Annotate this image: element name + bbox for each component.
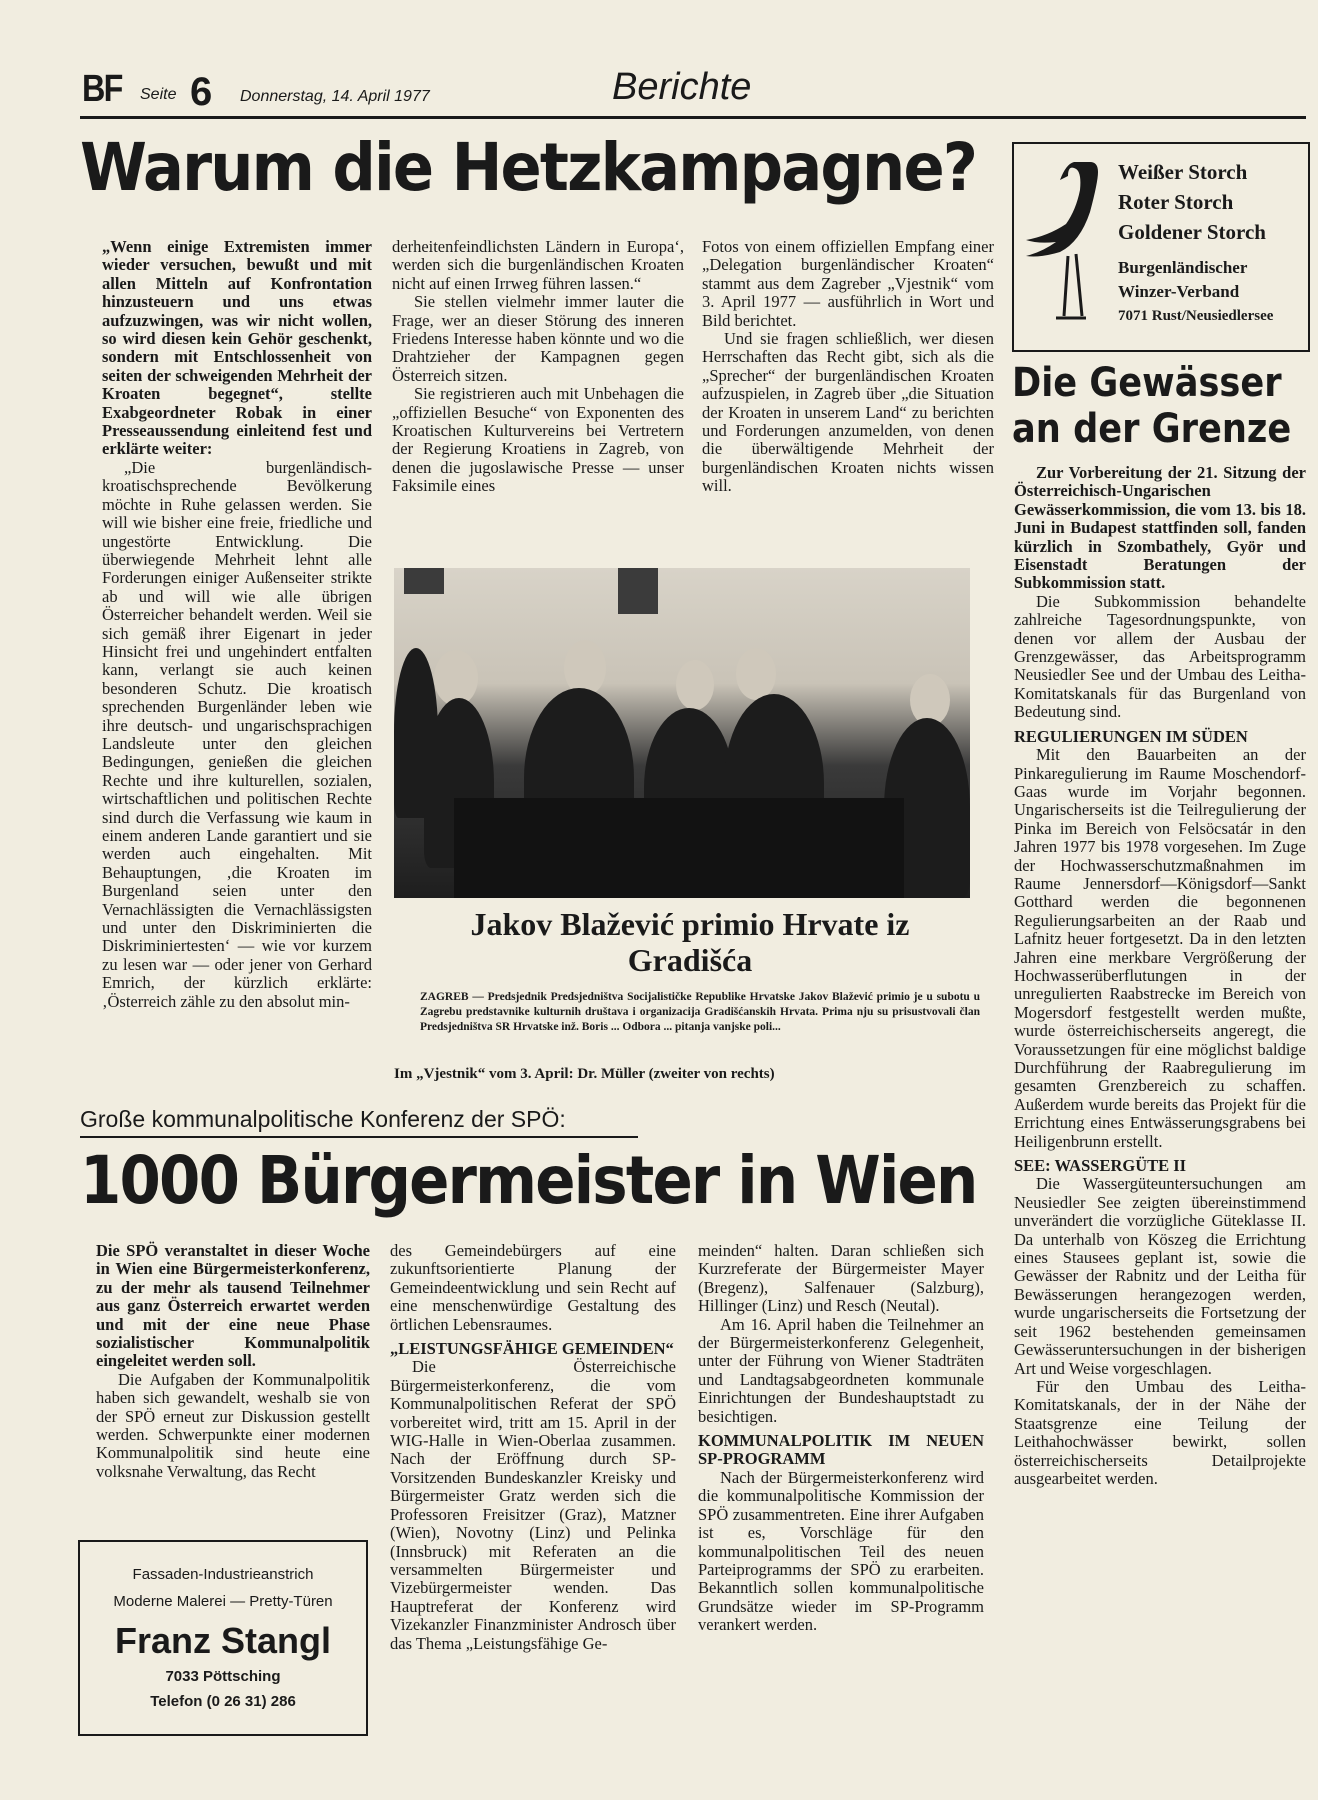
advertiser-address: 7071 Rust/Neusiedlersee bbox=[1118, 308, 1274, 324]
article-headline bbox=[1012, 360, 1291, 452]
page-label: Seite bbox=[140, 86, 177, 103]
newspaper-logo: BF bbox=[82, 68, 122, 110]
advertiser-name: Winzer-Verband bbox=[1118, 282, 1240, 301]
headline-line-2: an der Grenze bbox=[1012, 406, 1292, 452]
article-paragraph: Fotos von einem offiziellen Empfang einer „Delegation burgenländischer Kroaten“ stammt aus dem Zagreber „Vjestnik“ vom 3. April 1977 — ausführlich in Wort und Bild berichtet. bbox=[702, 237, 994, 330]
article-lead: Zur Vorbereitung der 21. Sitzung der Österreichisch-Ungarischen Gewässerkommission, die vom 13. bis 18. Juni in Budapest stattfinden soll, fanden kürzlich in Szombathely, Györ und Eisenstadt Beratungen der Subkommission statt. bbox=[1014, 463, 1306, 593]
article-lead: Die SPÖ veranstaltet in dieser Woche in Wien eine Bürgermeisterkonferenz, zu der mehr als tausend Teilnehmer aus ganz Österreich erwartet werden und mit der eine neue Phase sozialistischer Kommunalpolitik eingeleitet werden soll. bbox=[96, 1241, 370, 1371]
issue-date: Donnerstag, 14. April 1977 bbox=[240, 88, 430, 105]
article-paragraph: „Die burgenländisch-kroatischsprechende Bevölkerung möchte in Ruhe gelassen werden. Sie will wie bisher eine freie, friedliche und ungestörte Entwicklung. Die überwiegende Mehrheit lehnt alle Forderungen einiger Außenseiter strikte ab und will wie alle übrigen Österreicher behandelt werden. Weil sie sich gemäß ihrer Eigenart in jeder Hinsicht frei und ungehindert entfalten kann, verlangt sie auch keinen besonderen Schutz. Die kroatisch sprechenden Burgenländer leben wie ihre deutsch- und ungarischsprachigen Landsleute unter den gleichen Bedingungen, genießen die gleichen Rechte und ihre kulturellen, sozialen, wirtschaftlichen und politischen Rechte sind durch die Verfassung wie kaum in einem anderen Lande garantiert und sie werden auch eingehalten. Mit Behauptungen, ‚die Kroaten im Burgenland seien unter den Vernachlässigten die Vernachlässigsten und unter den Diskriminierten die Diskriminiertesten‘ — wie vor kurzem zu lesen war — oder jener von Gerhard Emrich, der kürzlich erklärte: ‚Österreich zähle zu den absolut min- bbox=[102, 457, 372, 1011]
article-paragraph: Und sie fragen schließlich, wer diesen Herrschaften das Recht gibt, sich als die „Sprecher“ der burgenländischen Kroaten aufzuspielen, in Zagreb über „die Situation der Kroaten in unserem Land“ zu berichten und Forderungen anzumelden, von denen die überwältigende Mehrheit der burgenländischen Kroaten nichts wissen will. bbox=[702, 329, 994, 496]
article-paragraph: Sie registrieren auch mit Unbehagen die „offiziellen Besuche“ von Exponenten des Kroatischen Kulturvereins bei Vertretern der Regierung Kroatiens in Zagreb, von denen die jugoslawische Presse — unser Faksimile eines bbox=[392, 384, 684, 496]
article-paragraph: Mit den Bauarbeiten an der Pinkaregulierung im Raume Moschendorf-Gaas wurde im Vorjahr begonnen. Ungarischerseits ist die Teilregulierung der Pinka im Bereich von Felsöcsatár in den Jahren 1977 bis 1978 vorgesehen. Im Zuge der Hochwasserschutzmaßnahmen im Raume Jennersdorf—Königsdorf—Sankt Gotthard werden die begonnenen Regulierungsarbeiten an der Raab und Lafnitz heuer fortgesetzt. Da in den letzten Jahren eine merkbare Vergrößerung der Hochwasserüberflutungen in der unregulierten Raabstrecke im Bereich von Mogersdorf festgestellt werden mußte, wurde österreichischerseits angeregt, die Voraussetzungen für eine möglichst baldige Durchführung der Raabregulierung im gesamten Grenzbereich zu schaffen. Außerdem wurde bereits das Projekt für die Errichtung eines Entwässerungsgrabens bei Heiligenbrunn erstellt. bbox=[1014, 745, 1306, 1151]
article-paragraph: Die Subkommission behandelte zahlreiche Tagesordnungspunkte, von denen vor allem der Ausbau der Grenzgewässer, das Arbeitsprogramm Neusiedler See und der Umbau des Leitha-Komitatskanals für das Burgenland von Bedeutung sind. bbox=[1014, 591, 1306, 722]
article-paragraph: Sie stellen vielmehr immer lauter die Frage, wer an dieser Störung des inneren Friedens Interesse haben könnte und wo die Drahtzieher der Kampagnen gegen Österreich sitzen. bbox=[392, 292, 684, 385]
article-paragraph: derheitenfeindlichsten Ländern in Europa‘, werden sich die burgenländischen Kroaten nicht auf einen Irrweg führen lassen.“ bbox=[392, 237, 684, 293]
advertiser-name: Burgenländischer bbox=[1118, 258, 1248, 277]
article-column bbox=[1014, 464, 1306, 1488]
article-lead: „Wenn einige Extremisten immer wieder versuchen, bewußt und mit allen Mitteln auf Konfrontation hinzusteuern und uns etwas aufzuzwingen, was wir nicht wollen, so wird diesen kein Gehör geschenkt, sondern mit Entschlossenheit von seiten der schweigenden Mehrheit der Kroaten begegnet“, stellte Exabgeordneter Robak in einer Presseaussendung einleitend fest und erklärte weiter: bbox=[102, 237, 372, 459]
article-column-3 bbox=[702, 238, 994, 496]
advertiser-address: 7033 Pöttsching bbox=[165, 1668, 281, 1685]
article-headline: Warum die Hetzkampagne? bbox=[80, 129, 977, 206]
product-name: Roter Storch bbox=[1118, 190, 1234, 214]
section-title: Berichte bbox=[612, 66, 752, 108]
article-subheading: REGULIERUNGEN IM SÜDEN bbox=[1014, 726, 1248, 746]
photo-caption-text: ZAGREB — Predsjednik Predsjedništva Socijalističke Republike Hrvatske Jakov Blažević primio je u subotu u Zagrebu predstavnike kulturnih društava i organizacija Gradišćanskih Hrvata. Prima nju su prisustvovali član Predsjedništva SR Hrvatske inž. Boris ... Odbora ... pitanja vanjske poli... bbox=[420, 991, 980, 1033]
article-subheading: SEE: WASSERGÜTE II bbox=[1014, 1156, 1187, 1176]
advertiser-name: Franz Stangl bbox=[114, 1620, 332, 1661]
article-column-3 bbox=[698, 1242, 984, 1635]
article-paragraph: Am 16. April haben die Teilnehmer an der Bürgermeisterkonferenz Gelegenheit, unter der Führung von Wiener Stadträten und Landtagsabgeordneten kommunale Einrichtungen der Bundeshauptstadt zu besichtigen. bbox=[698, 1314, 984, 1426]
article-column-1 bbox=[102, 238, 372, 1011]
article-paragraph: meinden“ halten. Daran schließen sich Kurzreferate der Bürgermeister Mayer (Bregenz), Salfenauer (Salzburg), Hillinger (Linz) und Resch (Neutal). bbox=[698, 1241, 984, 1316]
product-name: Goldener Storch bbox=[1118, 220, 1266, 244]
article-paragraph: Für den Umbau des Leitha-Komitatskanals, der in der Nähe der Staatsgrenze eine Teilung der Leithahochwässer bewirkt, sollen österreichischerseits Detailprojekte ausgearbeitet werden. bbox=[1014, 1376, 1306, 1488]
advertiser-phone: Telefon (0 26 31) 286 bbox=[150, 1693, 296, 1710]
winery-advertisement bbox=[1012, 142, 1310, 352]
ad-tagline: Moderne Malerei — Pretty-Türen bbox=[113, 1593, 333, 1610]
page-number: 6 bbox=[190, 70, 213, 114]
article-paragraph: Die Aufgaben der Kommunalpolitik haben sich gewandelt, weshalb sie von der SPÖ erneut zur Diskussion gestellt werden. Schwerpunkte einer modernen Kommunalpolitik sind heute eine volksnahe Verwaltung, das Recht bbox=[96, 1369, 370, 1481]
product-name: Weißer Storch bbox=[1118, 160, 1248, 184]
article-paragraph: Die Österreichische Bürgermeisterkonferenz, die vom Kommunalpolitischen Referat der SPÖ vorbereitet wird, tritt am 15. April in der WIG-Halle in Wien-Oberlaa zusammen. Nach der Eröffnung durch SP-Vorsitzenden Bundeskanzler Kreisky und Bürgermeister Gratz werden sich die Professoren Freisitzer (Graz), Matzner (Wien), Novotny (Linz) und Pelinka (Innsbruck) mit Referaten an die versammelten Bürgermeister und Vizebürgermeister wenden. Das Hauptreferat der Konferenz wird Vizekanzler Finanzminister Androsch über das Thema „Leistungsfähige Ge- bbox=[390, 1357, 676, 1653]
article-paragraph: Die Wassergüteuntersuchungen am Neusiedler See zeigten übereinstimmend unverändert die vorzügliche Güteklasse II. Da unterhalb von Köszeg die Errichtung eines Stausees geplant ist, sowie die Gewässer der Rabnitz und der Leitha für Bewässerungen herangezogen werden, wurde ungarischerseits die Fortsetzung der seit 1962 bestehenden gemeinsamen Gewässeruntersuchungen in der bisherigen Art und Weise vorgeschlagen. bbox=[1014, 1174, 1306, 1378]
article-paragraph: des Gemeindebürgers auf eine zukunftsorientierte Planung der Gemeindeentwicklung und sein Recht auf eine menschenwürdige Gestaltung des örtlichen Lebensraumes. bbox=[390, 1241, 676, 1334]
article-paragraph: Nach der Bürgermeisterkonferenz wird die kommunalpolitische Kommission der SPÖ zusammentreten. Eine ihrer Aufgaben ist es, Vorschläge für den kommunalpolitischen Teil des neuen Parteiprogramms der SPÖ zu erarbeiten. Bekanntlich sollen kommunalpolitische Grundsätze wieder im SP-Programm verankert werden. bbox=[698, 1467, 984, 1635]
article-column-2 bbox=[390, 1242, 676, 1653]
article-subheading: „LEISTUNGSFÄHIGE GEMEINDEN“ bbox=[390, 1339, 674, 1359]
article-subheading: KOMMUNALPOLITIK IM NEUEN SP-PROGRAMM bbox=[698, 1431, 984, 1469]
article-kicker: Große kommunalpolitische Konferenz der SPÖ: bbox=[80, 1106, 566, 1132]
masthead-rule bbox=[80, 116, 1306, 119]
stork-icon bbox=[1020, 154, 1110, 334]
photo-headline: Jakov Blažević primio Hrvate iz Gradišća bbox=[470, 906, 910, 978]
article-column-2 bbox=[392, 238, 684, 496]
facsimile-photo bbox=[394, 568, 970, 898]
article-headline: 1000 Bürgermeister in Wien bbox=[80, 1142, 977, 1219]
painter-advertisement bbox=[78, 1540, 368, 1736]
kicker-underline bbox=[80, 1136, 638, 1138]
photo-credit: Im „Vjestnik“ vom 3. April: Dr. Müller (zweiter von rechts) bbox=[394, 1066, 775, 1082]
headline-line-1: Die Gewässer bbox=[1012, 360, 1282, 406]
article-column-1 bbox=[96, 1242, 370, 1481]
ad-tagline: Fassaden-Industrieanstrich bbox=[132, 1566, 314, 1583]
